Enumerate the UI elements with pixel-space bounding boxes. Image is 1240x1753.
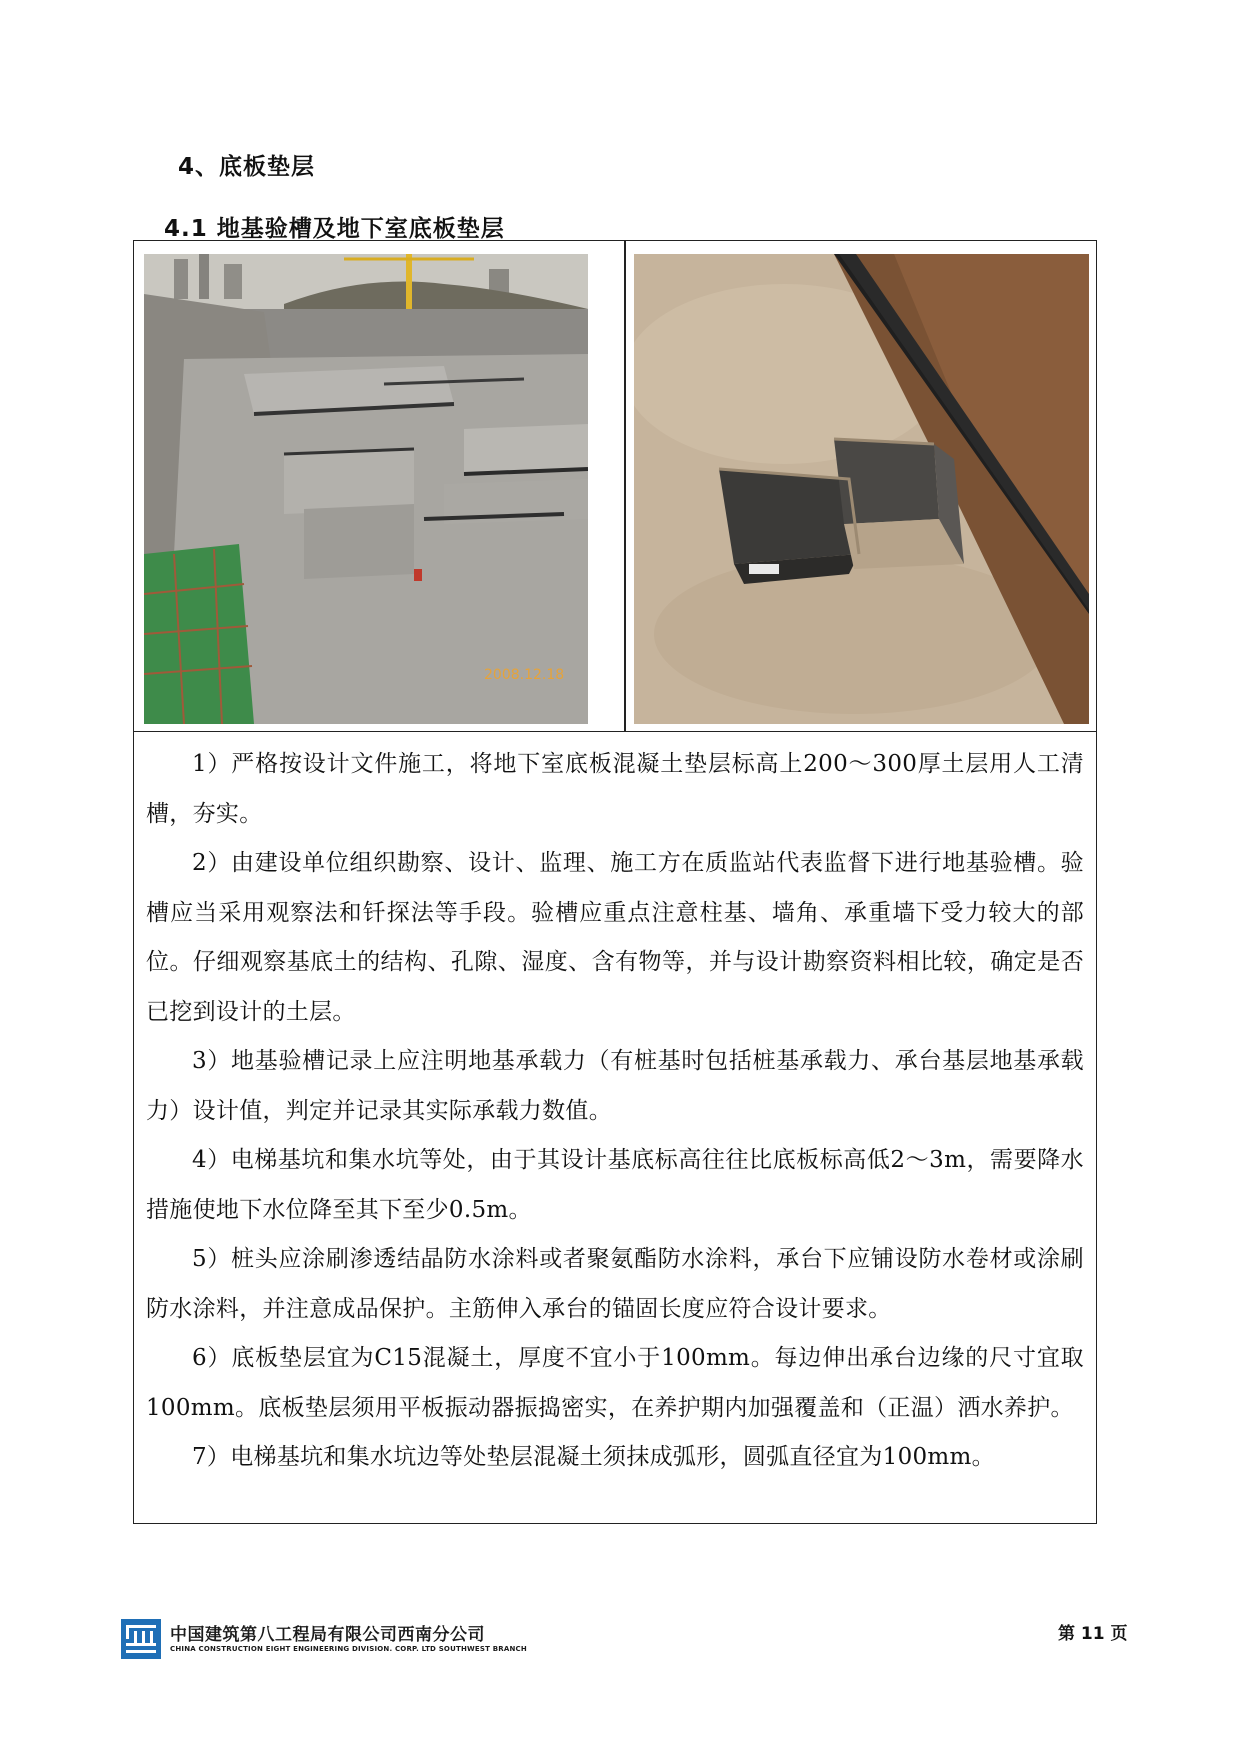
- pit-detail-photo: [634, 254, 1089, 724]
- photo-date-stamp: 2008.12.18: [484, 667, 565, 683]
- section-heading: 4、底板垫层: [178, 154, 316, 180]
- company-logo-icon: [121, 1619, 161, 1659]
- page-number: 第 11 页: [1058, 1624, 1128, 1644]
- paragraph-4: 4）电梯基坑和集水坑等处，由于其设计基底标高往往比底板标高低2～3m，需要降水措施使地下水位降至其下至少0.5m。: [146, 1147, 1084, 1223]
- footer-company-cn: 中国建筑第八工程局有限公司西南分公司: [170, 1625, 485, 1645]
- paragraph-3: 3）地基验槽记录上应注明地基承载力（有桩基时包括桩基承载力、承台基层地基承载力）设计值，判定并记录其实际承载力数值。: [146, 1048, 1084, 1124]
- content-table: [133, 240, 1097, 1524]
- text-area: [134, 732, 1096, 1525]
- photo-row: [134, 241, 1096, 732]
- paragraph-1: 1）严格按设计文件施工，将地下室底板混凝土垫层标高上200～300厚土层用人工清槽，夯实。: [146, 751, 1084, 827]
- paragraph-6: 6）底板垫层宜为C15混凝土，厚度不宜小于100mm。每边伸出承台边缘的尺寸宜取100mm。底板垫层须用平板振动器振捣密实，在养护期内加强覆盖和（正温）洒水养护。: [146, 1345, 1084, 1421]
- subsection-heading: 4.1 地基验槽及地下室底板垫层: [164, 216, 505, 242]
- paragraph-5: 5）桩头应涂刷渗透结晶防水涂料或者聚氨酯防水涂料，承台下应铺设防水卷材或涂刷防水涂料，并注意成品保护。主筋伸入承台的锚固长度应符合设计要求。: [146, 1246, 1084, 1322]
- paragraph-2: 2）由建设单位组织勘察、设计、监理、施工方在质监站代表监督下进行地基验槽。验槽应当采用观察法和钎探法等手段。验槽应重点注意柱基、墙角、承重墙下受力较大的部位。仔细观察基底土的结构、孔隙、湿度、含有物等，并与设计勘察资料相比较，确定是否已挖到设计的土层。: [146, 850, 1084, 1025]
- photo-divider: [624, 241, 626, 731]
- paragraph-7: 7）电梯基坑和集水坑边等处垫层混凝土须抹成弧形，圆弧直径宜为100mm。: [192, 1444, 995, 1470]
- footer-company-en: CHINA CONSTRUCTION EIGHT ENGINEERING DIVISION. CORP. LTD SOUTHWEST BRANCH: [170, 1645, 527, 1653]
- site-overview-photo: [144, 254, 588, 724]
